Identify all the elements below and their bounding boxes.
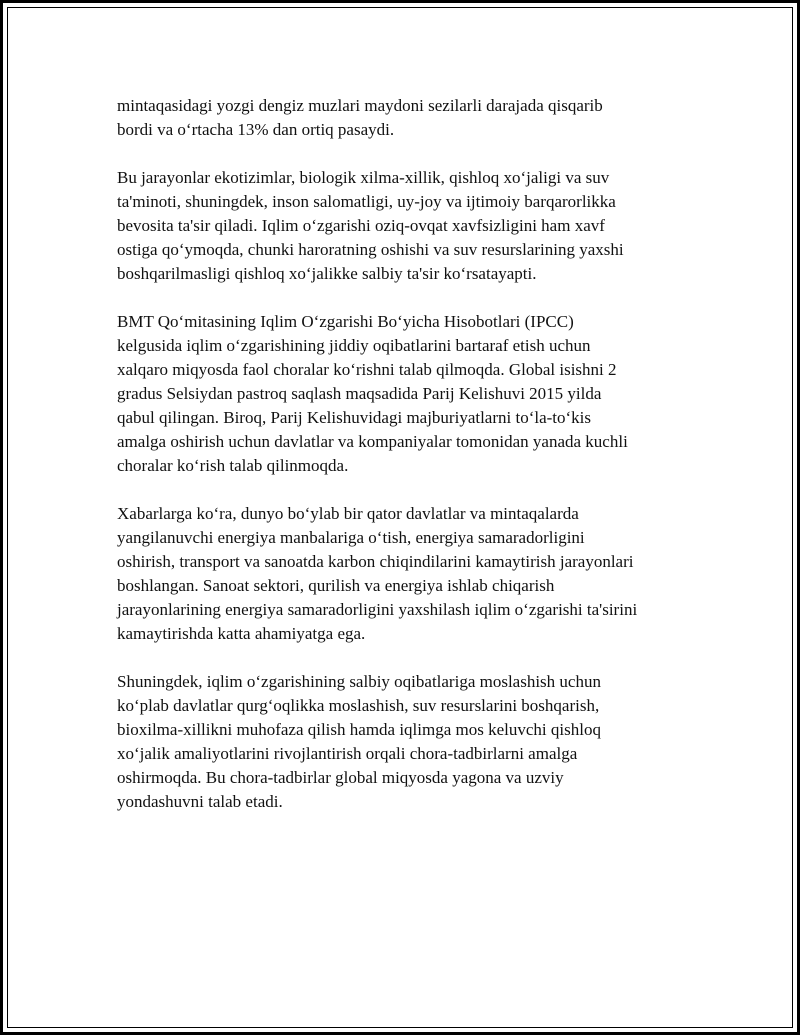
text-line: boshqarilmasligi qishloq xoʻjalikke salbiy ta'sir koʻrsatayapti. bbox=[117, 264, 537, 283]
text-line: amalga oshirish uchun davlatlar va kompaniyalar tomonidan yanada kuchli bbox=[117, 432, 628, 451]
text-line: kelgusida iqlim oʻzgarishining jiddiy oqibatlarini bartaraf etish uchun bbox=[117, 336, 591, 355]
paragraph-4 bbox=[117, 502, 717, 646]
paragraph-1 bbox=[117, 94, 717, 142]
text-line: Xabarlarga koʻra, dunyo boʻylab bir qator davlatlar va mintaqalarda bbox=[117, 504, 579, 523]
text-line: bevosita ta'sir qiladi. Iqlim oʻzgarishi oziq-ovqat xavfsizligini ham xavf bbox=[117, 216, 605, 235]
text-line: oshirish, transport va sanoatda karbon chiqindilarini kamaytirish jarayonlari bbox=[117, 552, 634, 571]
paragraph-5 bbox=[117, 670, 717, 814]
text-line: BMT Qoʻmitasining Iqlim Oʻzgarishi Boʻyicha Hisobotlari (IPCC) bbox=[117, 312, 574, 331]
text-line: yondashuvni talab etadi. bbox=[117, 792, 283, 811]
text-line: bordi va oʻrtacha 13% dan ortiq pasaydi. bbox=[117, 120, 395, 139]
text-line: xoʻjalik amaliyotlarini rivojlantirish orqali chora-tadbirlarni amalga bbox=[117, 744, 578, 763]
text-line: qabul qilingan. Biroq, Parij Kelishuvidagi majburiyatlarni toʻla-toʻkis bbox=[117, 408, 592, 427]
text-line: ostiga qoʻymoqda, chunki haroratning oshishi va suv resurslarining yaxshi bbox=[117, 240, 624, 259]
text-line: kamaytirishda katta ahamiyatga ega. bbox=[117, 624, 366, 643]
text-line: ta'minoti, shuningdek, inson salomatligi, uy-joy va ijtimoiy barqarorlikka bbox=[117, 192, 616, 211]
text-line: boshlangan. Sanoat sektori, qurilish va energiya ishlab chiqarish bbox=[117, 576, 555, 595]
paragraph-3 bbox=[117, 310, 717, 478]
text-line: yangilanuvchi energiya manbalariga oʻtish, energiya samaradorligini bbox=[117, 528, 585, 547]
text-line: choralar koʻrish talab qilinmoqda. bbox=[117, 456, 349, 475]
text-line: Shuningdek, iqlim oʻzgarishining salbiy oqibatlariga moslashish uchun bbox=[117, 672, 601, 691]
text-line: mintaqasidagi yozgi dengiz muzlari maydoni sezilarli darajada qisqarib bbox=[117, 96, 603, 115]
text-line: koʻplab davlatlar qurgʻoqlikka moslashish, suv resurslarini boshqarish, bbox=[117, 696, 600, 715]
text-line: Bu jarayonlar ekotizimlar, biologik xilma-xillik, qishloq xoʻjaligi va suv bbox=[117, 168, 610, 187]
text-line: bioxilma-xillikni muhofaza qilish hamda iqlimga mos keluvchi qishloq bbox=[117, 720, 601, 739]
text-line: oshirmoqda. Bu chora-tadbirlar global miqyosda yagona va uzviy bbox=[117, 768, 564, 787]
paragraph-2 bbox=[117, 166, 717, 286]
text-line: xalqaro miqyosda faol choralar koʻrishni talab qilmoqda. Global isishni 2 bbox=[117, 360, 617, 379]
text-line: gradus Selsiydan pastroq saqlash maqsadida Parij Kelishuvi 2015 yilda bbox=[117, 384, 602, 403]
text-line: jarayonlarining energiya samaradorligini yaxshilash iqlim oʻzgarishi ta'sirini bbox=[117, 600, 638, 619]
document-body bbox=[117, 94, 717, 838]
